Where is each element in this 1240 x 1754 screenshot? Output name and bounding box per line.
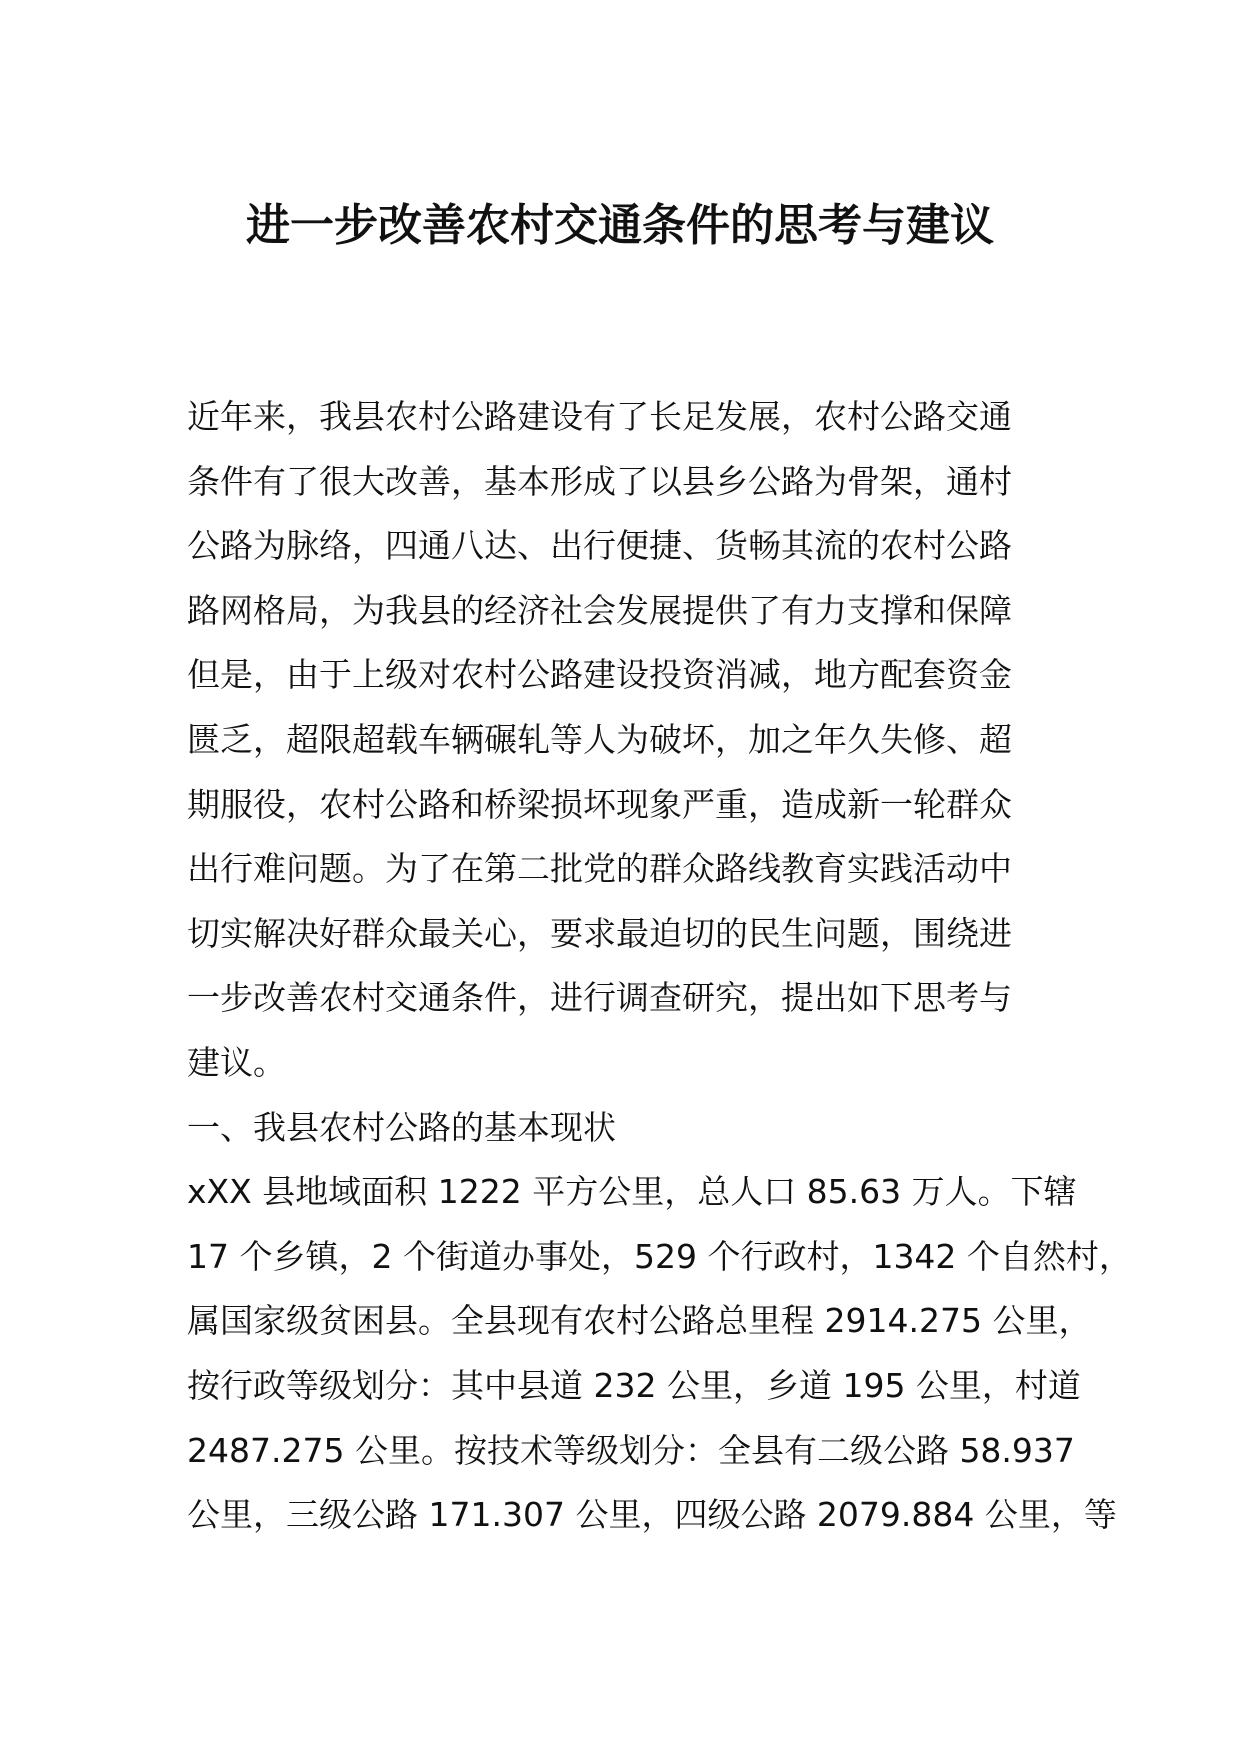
body-line: xXX 县地域面积 1222 平方公里，总人口 85.63 万人。下辖 xyxy=(187,1172,1077,1212)
section-heading: 一、我县农村公路的基本现状 xyxy=(187,1107,616,1147)
document-title: 进一步改善农村交通条件的思考与建议 xyxy=(246,200,994,251)
body-line: 条件有了很大改善，基本形成了以县乡公路为骨架，通村 xyxy=(187,461,1012,501)
body-line: 17 个乡镇，2 个街道办事处，529 个行政村，1342 个自然村， xyxy=(187,1236,1132,1276)
body-line: 近年来，我县农村公路建设有了长足发展，农村公路交通 xyxy=(187,397,1012,436)
body-line: 公路为脉络，四通八达、出行便捷、货畅其流的农村公路 xyxy=(187,526,1012,566)
body-line: 但是，由于上级对农村公路建设投资消减，地方配套资金 xyxy=(187,655,1012,695)
document-body xyxy=(187,385,1132,1548)
body-line: 属国家级贫困县。全县现有农村公路总里程 2914.275 公里， xyxy=(187,1301,1092,1341)
body-line: 2487.275 公里。按技术等级划分：全县有二级公路 58.937 xyxy=(187,1430,1075,1470)
body-line: 一步改善农村交通条件，进行调查研究，提出如下思考与 xyxy=(187,978,1012,1018)
body-line: 路网格局，为我县的经济社会发展提供了有力支撑和保障 xyxy=(187,590,1012,630)
body-line: 切实解决好群众最关心，要求最迫切的民生问题，围绕进 xyxy=(187,913,1012,953)
body-line: 匮乏，超限超载车辆碾轧等人为破坏，加之年久失修、超 xyxy=(187,719,1012,759)
body-line: 公里，三级公路 171.307 公里，四级公路 2079.884 公里，等 xyxy=(187,1495,1117,1535)
body-line: 建议。 xyxy=(187,1042,286,1082)
body-line: 按行政等级划分：其中县道 232 公里，乡道 195 公里，村道 xyxy=(187,1365,1081,1405)
body-line: 出行难问题。为了在第二批党的群众路线教育实践活动中 xyxy=(187,849,1012,889)
body-line: 期服役，农村公路和桥梁损坏现象严重，造成新一轮群众 xyxy=(187,784,1012,824)
